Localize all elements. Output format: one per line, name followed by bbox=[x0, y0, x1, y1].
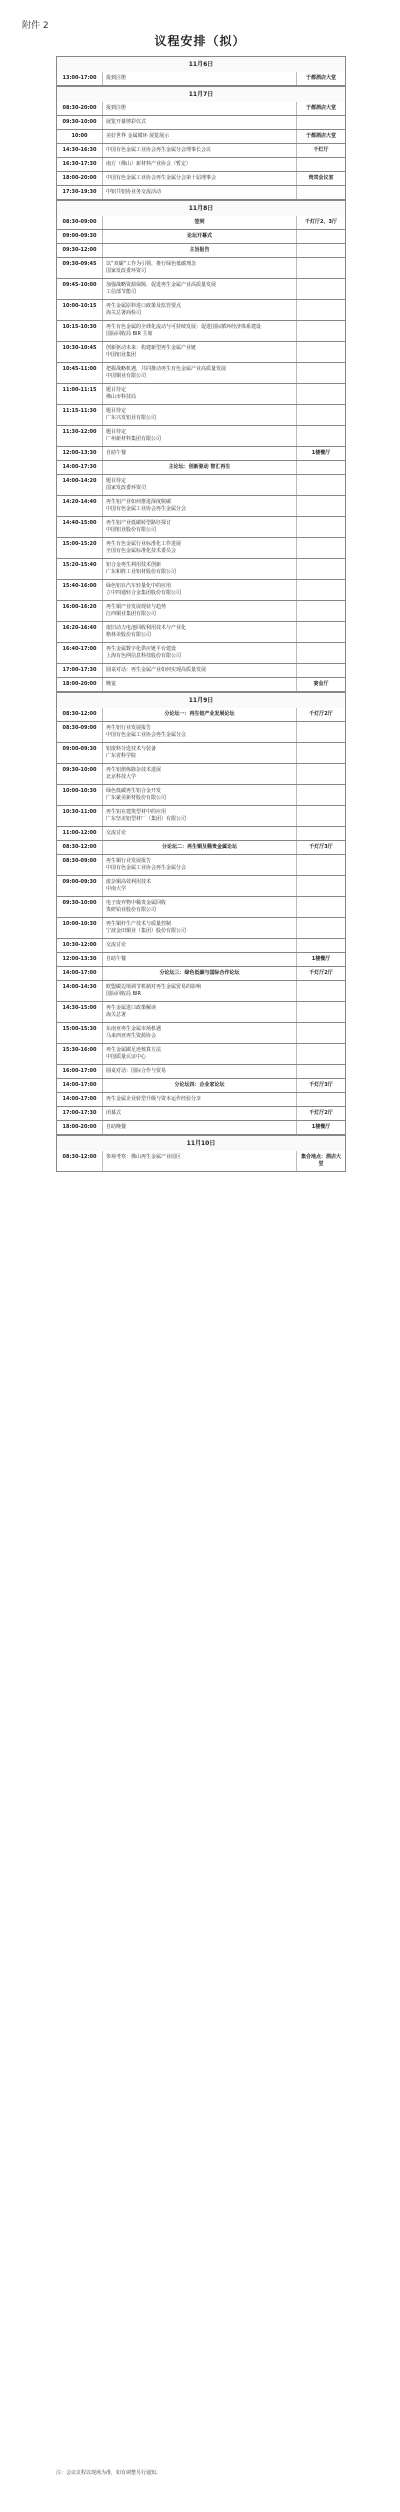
agenda-row bbox=[56, 1107, 346, 1121]
agenda-venue bbox=[297, 384, 345, 404]
agenda-content: 废旧动力电池回收利用技术与产业化 格林美股份有限公司 bbox=[103, 622, 297, 642]
day-header: 11月6日 bbox=[56, 56, 346, 72]
agenda-row bbox=[56, 130, 346, 144]
agenda-time: 09:30-12:00 bbox=[57, 244, 103, 257]
section-row bbox=[56, 841, 346, 855]
agenda-venue: 千灯厅3厅 bbox=[309, 844, 333, 850]
agenda-content: 题目待定 广东兴发铝业有限公司 bbox=[103, 405, 297, 425]
agenda-row bbox=[56, 447, 346, 461]
section-row bbox=[56, 216, 346, 230]
agenda-content: 自助午餐 bbox=[103, 447, 297, 460]
agenda-row bbox=[56, 939, 346, 953]
agenda-time: 17:00-17:30 bbox=[57, 1107, 103, 1120]
agenda-venue: 集合地点：酒店大堂 bbox=[300, 1154, 341, 1167]
agenda-content: 废杂铜高效利用技术 中南大学 bbox=[103, 876, 297, 896]
agenda-content: 再生铝在建筑型材中的应用 广东坚美铝型材厂（集团）有限公司 bbox=[103, 806, 297, 826]
agenda-time: 09:30-10:00 bbox=[57, 764, 103, 784]
agenda-content: 再生铝产业低碳转型路径探讨 中国铝业股份有限公司 bbox=[103, 517, 297, 537]
agenda-time: 10:30-11:00 bbox=[57, 806, 103, 826]
agenda-venue bbox=[297, 186, 345, 199]
agenda-venue bbox=[297, 1065, 345, 1078]
agenda-row bbox=[56, 102, 346, 116]
agenda-row bbox=[56, 1023, 346, 1044]
agenda-time: 08:30-09:00 bbox=[57, 855, 103, 875]
agenda-venue bbox=[297, 559, 345, 579]
agenda-venue bbox=[297, 806, 345, 826]
agenda-row bbox=[56, 1151, 346, 1172]
agenda-row bbox=[56, 172, 346, 186]
agenda-row bbox=[56, 678, 346, 692]
agenda-time: 08:30-20:00 bbox=[57, 102, 103, 115]
agenda-time: 08:30-12:00 bbox=[57, 708, 103, 721]
agenda-row bbox=[56, 496, 346, 517]
agenda-venue bbox=[297, 461, 345, 474]
agenda-time: 16:00-16:20 bbox=[57, 601, 103, 621]
agenda-content: 分论坛二：再生铜及稀贵金属论坛 bbox=[103, 841, 297, 854]
agenda-venue: 千灯厅3厅 bbox=[309, 1082, 333, 1088]
agenda-time: 18:00-20:00 bbox=[57, 1121, 103, 1134]
agenda-content: 晚宴 bbox=[103, 678, 297, 691]
agenda-venue bbox=[297, 643, 345, 663]
agenda-content: 铝废料分选技术与装备 广东省科学院 bbox=[103, 743, 297, 763]
page-title: 议程安排（拟） bbox=[154, 34, 246, 48]
agenda-time: 18:00-20:00 bbox=[57, 678, 103, 691]
agenda-row bbox=[56, 580, 346, 601]
agenda-content: 再生铝产业如何推进深度脱碳 中国有色金属工业协会再生金属分会 bbox=[103, 496, 297, 516]
agenda-venue bbox=[297, 743, 345, 763]
agenda-venue bbox=[297, 1002, 345, 1022]
agenda-row bbox=[56, 897, 346, 918]
agenda-time: 15:40-16:00 bbox=[57, 580, 103, 600]
agenda-venue bbox=[297, 475, 345, 495]
agenda-time: 14:00-14:20 bbox=[57, 475, 103, 495]
day-header: 11月10日 bbox=[56, 1135, 346, 1151]
agenda-content: 电子废弃物中稀贵金属回收 贵研铂业股份有限公司 bbox=[103, 897, 297, 917]
agenda-time: 15:20-15:40 bbox=[57, 559, 103, 579]
agenda-content: 再生金属数字化供应链平台建设 上海有色网信息科技股份有限公司 bbox=[103, 643, 297, 663]
agenda-time: 14:40-15:00 bbox=[57, 517, 103, 537]
agenda-time: 17:00-17:30 bbox=[57, 664, 103, 677]
agenda-row bbox=[56, 743, 346, 764]
agenda-time: 14:30-16:30 bbox=[57, 144, 103, 157]
agenda-time: 14:00-17:00 bbox=[57, 1079, 103, 1092]
agenda-row bbox=[56, 1121, 346, 1135]
agenda-row bbox=[56, 601, 346, 622]
agenda-venue: 1楼餐厅 bbox=[311, 1124, 331, 1130]
agenda-row bbox=[56, 806, 346, 827]
agenda-time: 14:00-17:00 bbox=[57, 1093, 103, 1106]
agenda-time: 09:30-09:45 bbox=[57, 258, 103, 278]
agenda-row bbox=[56, 363, 346, 384]
agenda-content: 再生有色金属的全球化流动与可持续发展：促进国际循环经济体系建设 国际回收局 BIR 主席 bbox=[103, 321, 297, 341]
agenda-time: 16:40-17:00 bbox=[57, 643, 103, 663]
agenda-venue bbox=[297, 230, 345, 243]
agenda-content: 再生有色金属行业标准化工作进展 全国有色金属标准化技术委员会 bbox=[103, 538, 297, 558]
agenda-venue bbox=[297, 580, 345, 600]
agenda-row bbox=[56, 981, 346, 1002]
agenda-row bbox=[56, 116, 346, 130]
agenda-row bbox=[56, 144, 346, 158]
agenda-time: 15:00-15:30 bbox=[57, 1023, 103, 1043]
agenda-venue bbox=[297, 1093, 345, 1106]
agenda-venue: 于都酒店大堂 bbox=[305, 75, 336, 81]
agenda-venue bbox=[297, 517, 345, 537]
agenda-content: 再生金属原料进口政策及监管要点 海关总署商检司 bbox=[103, 300, 297, 320]
agenda-time: 08:30-12:00 bbox=[57, 841, 103, 854]
agenda-row bbox=[56, 186, 346, 200]
agenda-content: 以“双碳”工作为引领，推行绿色低碳理念 国家发改委环资司 bbox=[103, 258, 297, 278]
agenda-content: 中国有色金属工业协会再生金属分会理事长会议 bbox=[103, 144, 297, 157]
agenda-content: 再生金属进口政策解读 海关总署 bbox=[103, 1002, 297, 1022]
agenda-content: 铝合金再生利用技术创新 广东和胜工业铝材股份有限公司 bbox=[103, 559, 297, 579]
agenda-venue bbox=[297, 158, 345, 171]
agenda-time: 11:00-11:15 bbox=[57, 384, 103, 404]
agenda-content: 交流讨论 bbox=[103, 827, 297, 840]
agenda-content: 再生铜杆生产技术与质量控制 宁波金田铜业（集团）股份有限公司 bbox=[103, 918, 297, 938]
agenda-row bbox=[56, 953, 346, 967]
agenda-time: 09:45-10:00 bbox=[57, 279, 103, 299]
agenda-time: 11:15-11:30 bbox=[57, 405, 103, 425]
agenda-time: 11:00-12:00 bbox=[57, 827, 103, 840]
agenda-row bbox=[56, 405, 346, 426]
agenda-time: 10:00-10:15 bbox=[57, 300, 103, 320]
agenda-venue bbox=[297, 785, 345, 805]
section-row bbox=[56, 708, 346, 722]
agenda-row bbox=[56, 538, 346, 559]
section-row bbox=[56, 1079, 346, 1093]
agenda-venue bbox=[297, 876, 345, 896]
agenda-venue: 千灯厅2厅 bbox=[309, 970, 333, 976]
day-header: 11月8日 bbox=[56, 200, 346, 216]
agenda-row bbox=[56, 876, 346, 897]
agenda-time: 11:30-12:00 bbox=[57, 426, 103, 446]
attachment-label: 附件 2 bbox=[22, 21, 49, 31]
agenda-time: 10:15-10:30 bbox=[57, 321, 103, 341]
agenda-venue bbox=[297, 722, 345, 742]
agenda-venue bbox=[297, 601, 345, 621]
agenda-content: 题目待定 佛山市科技局 bbox=[103, 384, 297, 404]
agenda-time: 10:45-11:00 bbox=[57, 363, 103, 383]
agenda-row bbox=[56, 643, 346, 664]
agenda-row bbox=[56, 342, 346, 363]
agenda-time: 09:00-09:30 bbox=[57, 876, 103, 896]
agenda-venue bbox=[297, 897, 345, 917]
agenda-content: 中铝共铝协业务交流活动 bbox=[103, 186, 297, 199]
agenda-content: 圆桌对话：国际合作与贸易 bbox=[103, 1065, 297, 1078]
agenda-row bbox=[56, 258, 346, 279]
section-row bbox=[56, 230, 346, 244]
agenda-time: 13:00-17:00 bbox=[57, 72, 103, 85]
agenda-row bbox=[56, 827, 346, 841]
agenda-time: 10:30-10:45 bbox=[57, 342, 103, 362]
agenda-content: 主旨报告 bbox=[103, 244, 297, 257]
agenda-venue bbox=[297, 1023, 345, 1043]
agenda-venue bbox=[297, 363, 345, 383]
agenda-row bbox=[56, 622, 346, 643]
agenda-venue: 千灯厅2厅 bbox=[309, 711, 333, 717]
agenda-time: 18:00-20:00 bbox=[57, 172, 103, 185]
agenda-row bbox=[56, 664, 346, 678]
agenda-time: 09:00-09:30 bbox=[57, 743, 103, 763]
agenda-venue: 1楼餐厅 bbox=[311, 956, 331, 962]
agenda-time: 14:00-14:30 bbox=[57, 981, 103, 1001]
agenda-content: 美好世界 金属循环 展览展示 bbox=[103, 130, 297, 143]
agenda-content: 圆桌对话：再生金属产业如何实现高质量发展 bbox=[103, 664, 297, 677]
agenda-venue bbox=[297, 321, 345, 341]
agenda-time: 14:20-14:40 bbox=[57, 496, 103, 516]
agenda-row bbox=[56, 764, 346, 785]
agenda-venue bbox=[297, 496, 345, 516]
agenda-content: 闭幕式 bbox=[103, 1107, 297, 1120]
agenda-venue bbox=[297, 279, 345, 299]
agenda-venue bbox=[297, 664, 345, 677]
agenda-venue bbox=[297, 258, 345, 278]
agenda-venue: 宴会厅 bbox=[313, 681, 329, 687]
agenda-venue bbox=[297, 405, 345, 425]
agenda-row bbox=[56, 855, 346, 876]
agenda-content: 绿色铝在汽车轻量化中的应用 立中四通轻合金集团股份有限公司 bbox=[103, 580, 297, 600]
agenda-time: 09:30-10:00 bbox=[57, 116, 103, 129]
agenda-row bbox=[56, 722, 346, 743]
agenda-row bbox=[56, 426, 346, 447]
agenda-content: 分论坛一：再生铝产业发展论坛 bbox=[103, 708, 297, 721]
agenda-row bbox=[56, 321, 346, 342]
agenda-content: 签到 bbox=[103, 216, 297, 229]
agenda-row bbox=[56, 785, 346, 806]
footnote: 注：会议议程以现场为准，如有调整另行通知。 bbox=[56, 2470, 162, 2476]
agenda-content: 再生铜产业发展现状与趋势 江西铜业集团有限公司 bbox=[103, 601, 297, 621]
agenda-time: 14:00-17:00 bbox=[57, 967, 103, 980]
schedule-table bbox=[56, 56, 346, 1172]
agenda-content: 加强战略资源保障，促进再生金属产业高质量发展 工信部节能司 bbox=[103, 279, 297, 299]
agenda-row bbox=[56, 1002, 346, 1023]
agenda-venue: 于都酒店大堂 bbox=[305, 105, 336, 111]
agenda-row bbox=[56, 300, 346, 321]
agenda-time: 14:00-17:30 bbox=[57, 461, 103, 474]
agenda-row bbox=[56, 279, 346, 300]
agenda-venue bbox=[297, 939, 345, 952]
agenda-row bbox=[56, 517, 346, 538]
agenda-venue: 千灯厅2厅 bbox=[309, 1110, 333, 1116]
agenda-venue bbox=[297, 622, 345, 642]
agenda-content: 创新驱动未来：构建新型再生金属产业链 中国铝业集团 bbox=[103, 342, 297, 362]
section-row bbox=[56, 461, 346, 475]
agenda-time: 08:30-12:00 bbox=[57, 1151, 103, 1171]
agenda-row bbox=[56, 559, 346, 580]
agenda-content: 分论坛三：绿色低碳与国际合作论坛 bbox=[103, 967, 297, 980]
agenda-content: 报到注册 bbox=[103, 102, 297, 115]
agenda-content: 南方（佛山）新材料产业协会（暂定） bbox=[103, 158, 297, 171]
agenda-venue bbox=[297, 1044, 345, 1064]
agenda-content: 题目待定 广州新材料集团有限公司 bbox=[103, 426, 297, 446]
agenda-venue bbox=[297, 855, 345, 875]
agenda-time: 12:00-13:30 bbox=[57, 953, 103, 966]
agenda-content: 参观考察：佛山再生金属产业园区 bbox=[103, 1151, 297, 1171]
agenda-time: 10:00 bbox=[57, 130, 103, 143]
agenda-content: 报到注册 bbox=[103, 72, 297, 85]
agenda-content: 题目待定 国家发改委环资司 bbox=[103, 475, 297, 495]
agenda-time: 16:00-17:00 bbox=[57, 1065, 103, 1078]
agenda-venue bbox=[297, 244, 345, 257]
agenda-content: 再生铝熔炼除杂技术进展 北京科技大学 bbox=[103, 764, 297, 784]
agenda-time: 08:30-09:00 bbox=[57, 722, 103, 742]
agenda-time: 16:20-16:40 bbox=[57, 622, 103, 642]
agenda-content: 欧盟碳边境调节机制对再生金属贸易的影响 国际回收局 BIR bbox=[103, 981, 297, 1001]
agenda-content: 中国有色金属工业协会再生金属分会第十届理事会 bbox=[103, 172, 297, 185]
agenda-time: 15:00-15:20 bbox=[57, 538, 103, 558]
agenda-venue bbox=[297, 116, 345, 129]
agenda-row bbox=[56, 1065, 346, 1079]
agenda-content: 再生金属碳足迹核算方法 中国质量认证中心 bbox=[103, 1044, 297, 1064]
section-row bbox=[56, 967, 346, 981]
agenda-row bbox=[56, 1093, 346, 1107]
agenda-content: 绿色低碳再生铝合金开发 广东豪美新材股份有限公司 bbox=[103, 785, 297, 805]
agenda-time: 14:30-15:00 bbox=[57, 1002, 103, 1022]
agenda-venue bbox=[297, 426, 345, 446]
agenda-content: 自助晚餐 bbox=[103, 1121, 297, 1134]
section-row bbox=[56, 244, 346, 258]
agenda-content: 分论坛四：企业家论坛 bbox=[103, 1079, 297, 1092]
agenda-venue bbox=[297, 764, 345, 784]
agenda-content: 东南亚再生金属市场机遇 马来西亚再生资源协会 bbox=[103, 1023, 297, 1043]
agenda-venue bbox=[297, 300, 345, 320]
agenda-content: 再生铜行业发展报告 中国有色金属工业协会再生金属分会 bbox=[103, 855, 297, 875]
agenda-row bbox=[56, 918, 346, 939]
agenda-time: 10:00-10:30 bbox=[57, 918, 103, 938]
agenda-time: 15:30-16:00 bbox=[57, 1044, 103, 1064]
agenda-time: 08:30-09:00 bbox=[57, 216, 103, 229]
agenda-venue: 千灯厅2、3厅 bbox=[305, 219, 337, 225]
agenda-venue bbox=[297, 981, 345, 1001]
agenda-content: 自助午餐 bbox=[103, 953, 297, 966]
day-header: 11月7日 bbox=[56, 86, 346, 102]
agenda-content: 交流讨论 bbox=[103, 939, 297, 952]
agenda-content: 主论坛：创新驱动 智汇再生 bbox=[103, 461, 297, 474]
agenda-venue: 千灯厅 bbox=[313, 147, 329, 153]
agenda-venue: 于都酒店大堂 bbox=[305, 133, 336, 139]
agenda-time: 09:30-10:00 bbox=[57, 897, 103, 917]
day-header: 11月9日 bbox=[56, 692, 346, 708]
agenda-venue bbox=[297, 538, 345, 558]
agenda-venue bbox=[297, 827, 345, 840]
agenda-venue bbox=[297, 918, 345, 938]
agenda-venue bbox=[297, 342, 345, 362]
agenda-row bbox=[56, 1044, 346, 1065]
agenda-content: 把握战略机遇，共同推动再生有色金属产业高质量发展 中国铜业有限公司 bbox=[103, 363, 297, 383]
agenda-time: 10:00-10:30 bbox=[57, 785, 103, 805]
agenda-time: 12:00-13:30 bbox=[57, 447, 103, 460]
agenda-time: 09:00-09:30 bbox=[57, 230, 103, 243]
agenda-time: 10:30-12:00 bbox=[57, 939, 103, 952]
agenda-time: 17:30-19:30 bbox=[57, 186, 103, 199]
agenda-venue: 贵宾会议室 bbox=[308, 175, 334, 181]
agenda-row bbox=[56, 384, 346, 405]
agenda-content: 论坛开幕式 bbox=[103, 230, 297, 243]
agenda-venue: 1楼餐厅 bbox=[311, 450, 331, 456]
agenda-content: 再生铝行业发展报告 中国有色金属工业协会再生金属分会 bbox=[103, 722, 297, 742]
agenda-content: 再生金属企业转型升级与资本运作经验分享 bbox=[103, 1093, 297, 1106]
agenda-row bbox=[56, 158, 346, 172]
agenda-content: 展览开幕剪彩仪式 bbox=[103, 116, 297, 129]
agenda-row bbox=[56, 72, 346, 86]
agenda-row bbox=[56, 475, 346, 496]
agenda-time: 16:30-17:30 bbox=[57, 158, 103, 171]
